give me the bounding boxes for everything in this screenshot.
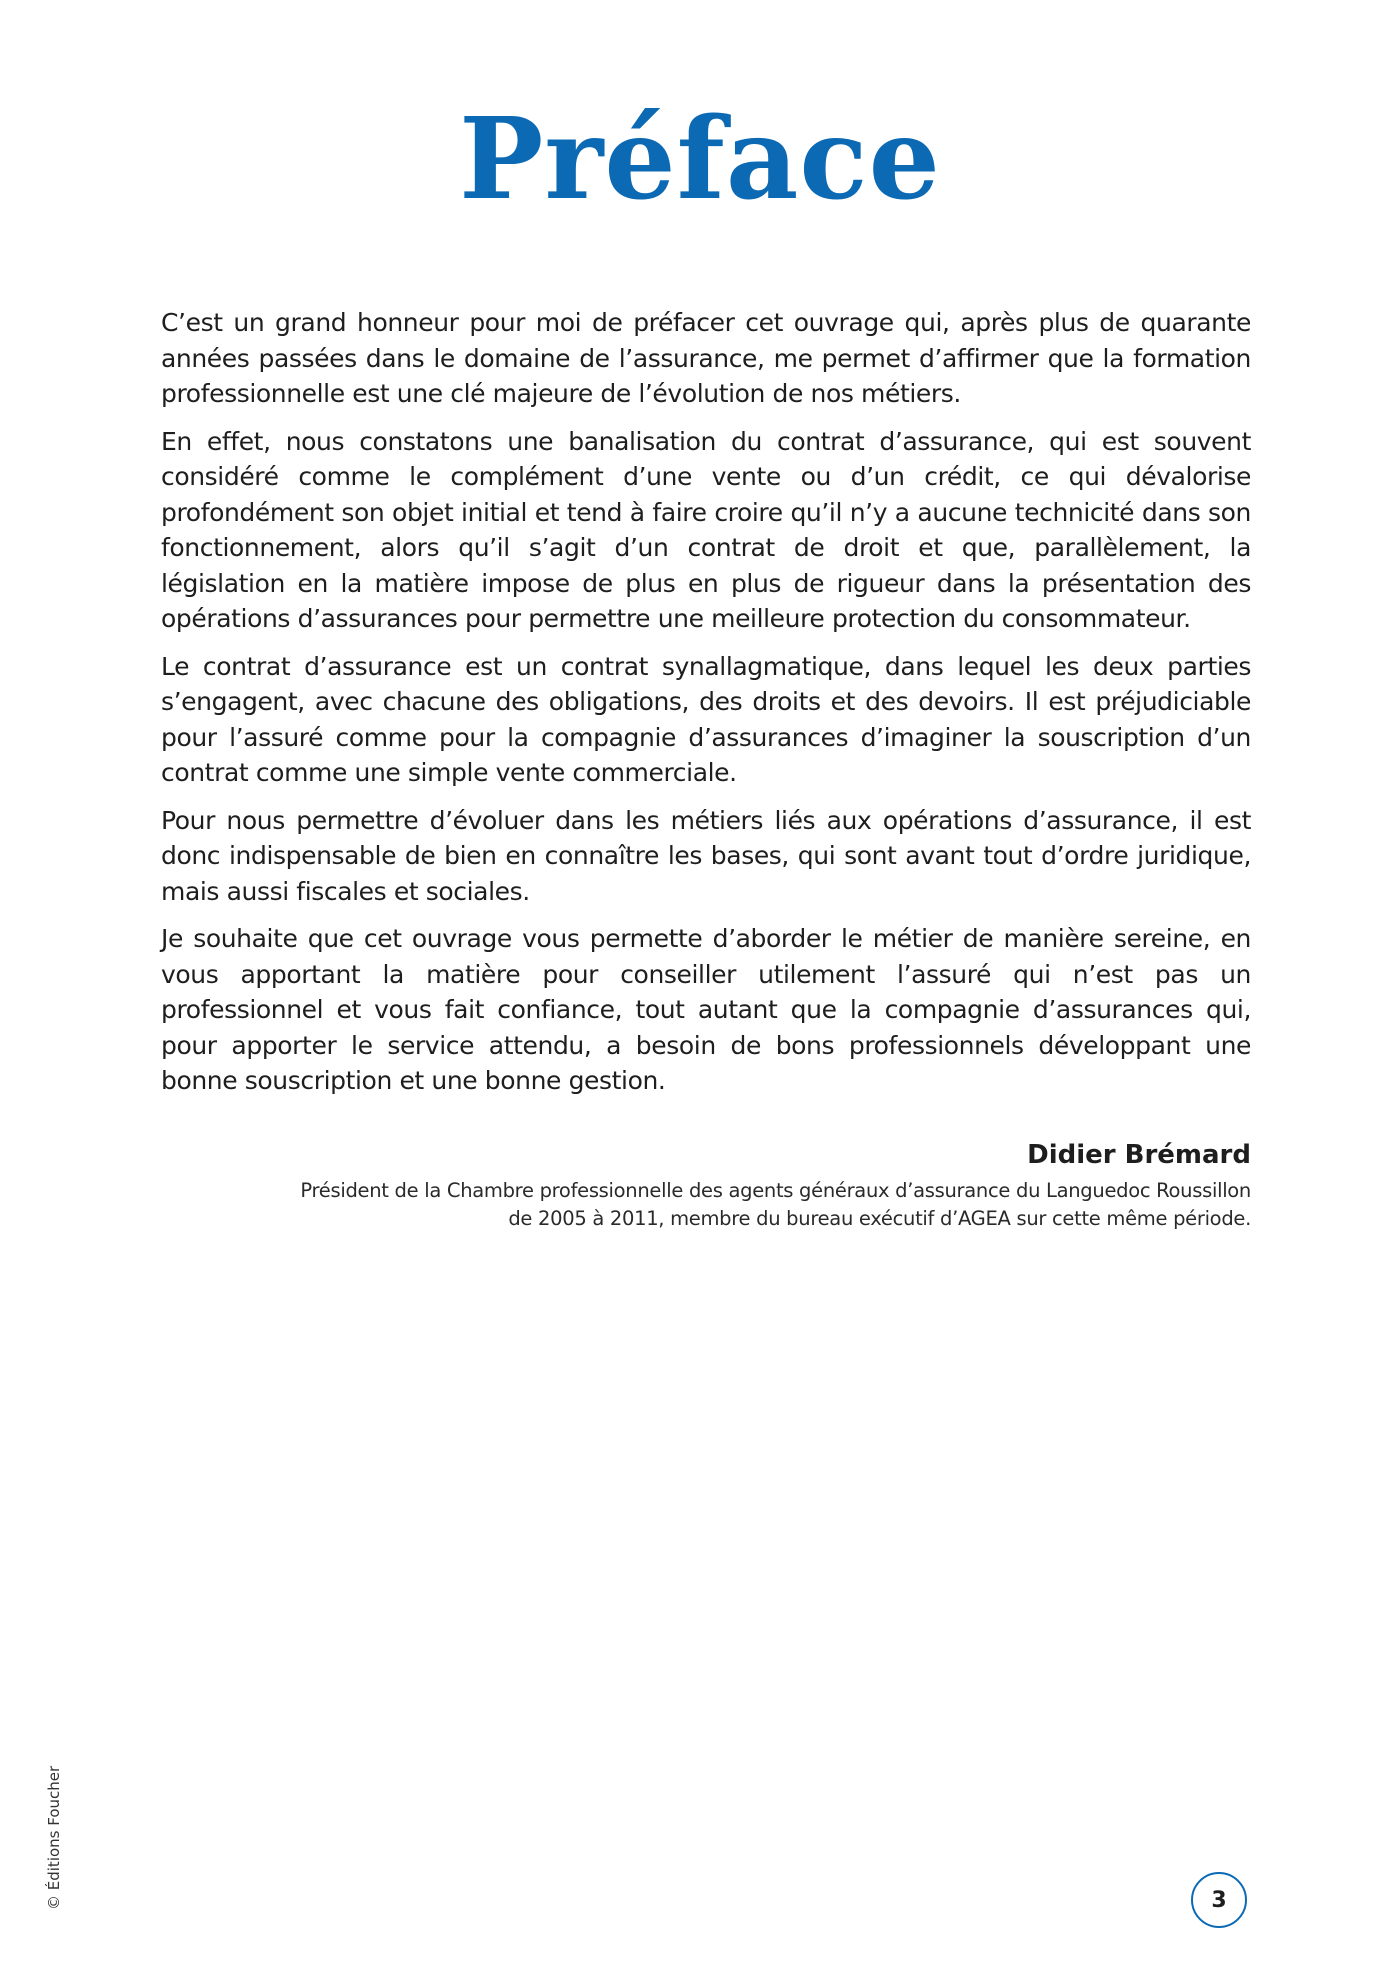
copyright-notice: © Éditions Foucher [45, 1765, 63, 1910]
paragraph-3: Le contrat d’assurance est un contrat synallagmatique, dans lequel les deux parties s’engagent, avec chacune des obligations, des droits et des devoirs. Il est préjudiciable pour l’assuré comme pour la compagnie d’assurances d’imaginer la souscription d’un contrat comme une simple vente commerciale. [161, 651, 1251, 787]
paragraph-1: C’est un grand honneur pour moi de préfacer cet ouvrage qui, après plus de quarante années passées dans le domaine de l’assurance, me permet d’affirmer que la formation professionnelle est une clé majeure de l’évolution de nos métiers. [161, 308, 1251, 408]
signature-role [161, 1177, 1251, 1233]
preface-body [161, 305, 1251, 1111]
page-title: Préface [459, 94, 941, 225]
signature-role-line-1: Président de la Chambre professionnelle des agents généraux d’assurance du Languedoc Roussillon [300, 1179, 1251, 1202]
paragraph-4: Pour nous permettre d’évoluer dans les métiers liés aux opérations d’assurance, il est donc indispensable de bien en connaître les bases, qui sont avant tout d’ordre juridique, mais aussi fiscales et sociales. [161, 805, 1251, 906]
paragraph-2: En effet, nous constatons une banalisation du contrat d’assurance, qui est souvent considéré comme le complément d’une vente ou d’un crédit, ce qui dévalorise profondément son objet initial et tend à faire croire qu’il n’y a aucune technicité dans son fonctionnement, alors qu’il s’agit d’un contrat de droit et que, parallèlement, la législation en la matière impose de plus en plus de rigueur dans la présentation des opérations d’assurances pour permettre une meilleure protection du consommateur. [161, 426, 1251, 633]
signature-name: Didier Brémard [1027, 1140, 1251, 1170]
signature-block [161, 1137, 1251, 1233]
signature-role-line-2: de 2005 à 2011, membre du bureau exécutif d’AGEA sur cette même période. [508, 1207, 1251, 1230]
page-number: 3 [1191, 1872, 1247, 1928]
paragraph-5: Je souhaite que cet ouvrage vous permette d’aborder le métier de manière sereine, en vous apportant la matière pour conseiller utilement l’assuré qui n’est pas un professionnel et vous fait confiance, tout autant que la compagnie d’assurances qui, pour apporter le service attendu, a besoin de bons professionnels développant une bonne souscription et une bonne gestion. [161, 924, 1251, 1095]
